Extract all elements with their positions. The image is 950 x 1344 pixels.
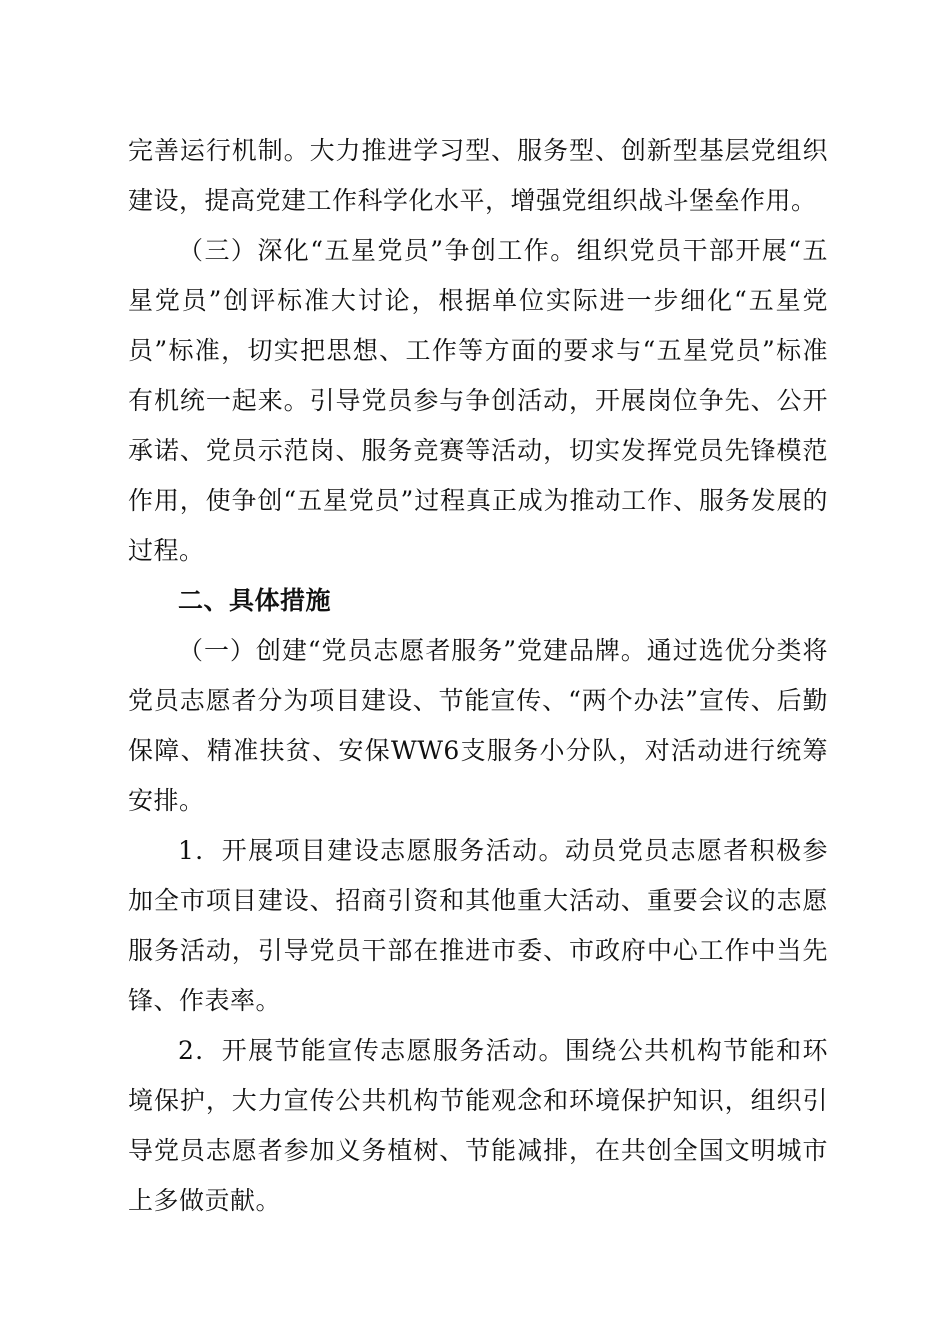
paragraph-five-star-members: （三）深化“五星党员”争创工作。组织党员干部开展“五星党员”创评标准大讨论，根据单位实际进一步细化“五星党员”标准，切实把思想、工作等方面的要求与“五星党员”标准有机统一起来。引导党员参与争创活动，开展岗位争先、公开承诺、党员示范岗、服务竞赛等活动，切实发挥党员先锋模范作用，使争创“五星党员”过程真正成为推动工作、服务发展的过程。 xyxy=(128,236,828,565)
document-body xyxy=(128,126,828,1226)
paragraph-energy-volunteer: 2．开展节能宣传志愿服务活动。围绕公共机构节能和环境保护，大力宣传公共机构节能观念和环境保护知识，组织引导党员志愿者参加义务植树、节能减排，在共创全国文明城市上多做贡献。 xyxy=(128,1036,828,1215)
paragraph-mechanism: 完善运行机制。大力推进学习型、服务型、创新型基层党组织建设，提高党建工作科学化水平，增强党组织战斗堡垒作用。 xyxy=(128,136,828,215)
section-heading-measures: 二、具体措施 xyxy=(178,586,332,615)
paragraph-project-volunteer: 1．开展项目建设志愿服务活动。动员党员志愿者积极参加全市项目建设、招商引资和其他重大活动、重要会议的志愿服务活动，引导党员干部在推进市委、市政府中心工作中当先锋、作表率。 xyxy=(128,836,828,1015)
paragraph-volunteer-brand: （一）创建“党员志愿者服务”党建品牌。通过选优分类将党员志愿者分为项目建设、节能宣传、“两个办法”宣传、后勤保障、精准扶贫、安保WW6支服务小分队，对活动进行统筹安排。 xyxy=(128,636,828,815)
